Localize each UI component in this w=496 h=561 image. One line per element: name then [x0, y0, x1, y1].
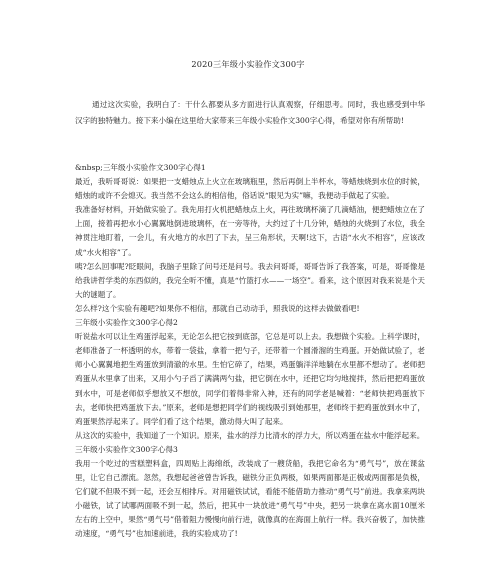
section-heading: 三年级小实验作文300字心得3	[75, 444, 178, 454]
body-paragraph: 听说盐水可以让生鸡蛋浮起来，无论怎么把它按到底部，它总是可以上去。我想做个实验。上科学课时，老师准备了一杯透明的水，带着一袋盐，拿着一把勺子，还带着一个圆滑溜的生鸡蛋。开始做试验了，老师小心翼翼地把生鸡蛋放到清澈的水里。生怕它碎了，结果，鸡蛋躺洋洋地躺在水里都不想动了。老师把鸡蛋从水里拿了出来，又用小勺子舀了满满两勺盐，把它倒在水中，还把它均匀地搅拌，然后把把鸡蛋放到水中，可是老师似乎想放又不想放，同学们着得非常入神，还有的同学老是喊着：“老师快把鸡蛋放下去，老师快把鸡蛋放下去。”原来，老师是想把同学们的视线吸引到她那里，老师终于把鸡蛋放到水中了，鸡蛋果然浮起来了。同学们看了这个结果，激动得大叫了起来。	[75, 332, 425, 426]
body-paragraph: 我用一个吃过的雪糕塑料盒，四周贴上海绵纸，改装成了一艘货船，我把它命名为“勇气号”，放在课盆里，让它自己漂流。忽然，我想起爸爸曾告诉我，磁铁分正负两极，如果两面都是正极或两面都是负极，它们就不但吸不到一起，还会互相排斥。对用磁铁试试，看能不能借助力推动“勇气号”前进。我拿来两块小磁铁，试了试哪两面吸不到一起，然后，把其中一块放进“勇气号”中央，把另一块拿在离水面10厘米左右的上空中，果然“勇气号”借着阻力慢慢向前行进，就像真的在海面上航行一样。我兴奋极了，加快推动速度，“勇气号”也加速前进，我的实验成功了!	[75, 458, 425, 539]
section-heading: 三年级小实验作文300字心得2	[75, 318, 178, 328]
body-paragraph: 我准备好材料，开始做实验了。我先用打火机把蜡烛点上火，再往玻璃杯滴了几滴蜡油，便把蜡烛立在了上面，接着再把水小心翼翼地倒进玻璃杯，在一旁等待，大约过了十几分钟，蜡烛的火烧到了水位，我全神贯注地盯着，一会儿，有火地方的水凹了下去，呈三角形状，天啊!这下，古语“水火不相容”，应该改成“水火相容”了。	[75, 205, 425, 257]
body-paragraph: 从这次的实验中，我知道了一个知识。原来，盐水的浮力比清水的浮力大，所以鸡蛋在盐水中能浮起来。	[75, 430, 425, 440]
intro-paragraph: 通过这次实验，我明白了：干什么都要从多方面进行认真观察，仔细思考。同时，我也感受到中华汉字的独特魅力。接下来小编在这里给大家带来三年级小实验作文300字心得，希望对你有所帮助!	[75, 100, 425, 125]
body-paragraph: 怎么样?这个实验有趣吧?如果你不相信，那就自己动动手，照我说的这样去做做看吧!	[75, 303, 360, 313]
body-paragraph: 咦?怎么回事呢?眨眼间，我脑子里除了问号还是问号。我去问哥哥，哥哥告诉了我答案，可是，哥哥像是给我讲哲学类的东西似的，我完全听不懂，真是“竹篮打水——一场空”。看来，这个原因对我来说是个天大的谜题了。	[75, 261, 425, 299]
document-body	[75, 161, 425, 542]
body-paragraph: 最近，我听哥哥说：如果把一支蜡烛点上火立在玻璃瓶里，然后再倒上半杯水，等蜡烛烧到水位的时候，蜡烛的或许不会熄灭。我当然不会这么的相信他，俗话说“眼见为实”嘛，我便动手做起了实验。	[75, 177, 425, 201]
document-title: 2020三年级小实验作文300字	[191, 59, 305, 69]
section-heading: &nbsp;三年级小实验作文300字心得1	[75, 163, 206, 172]
